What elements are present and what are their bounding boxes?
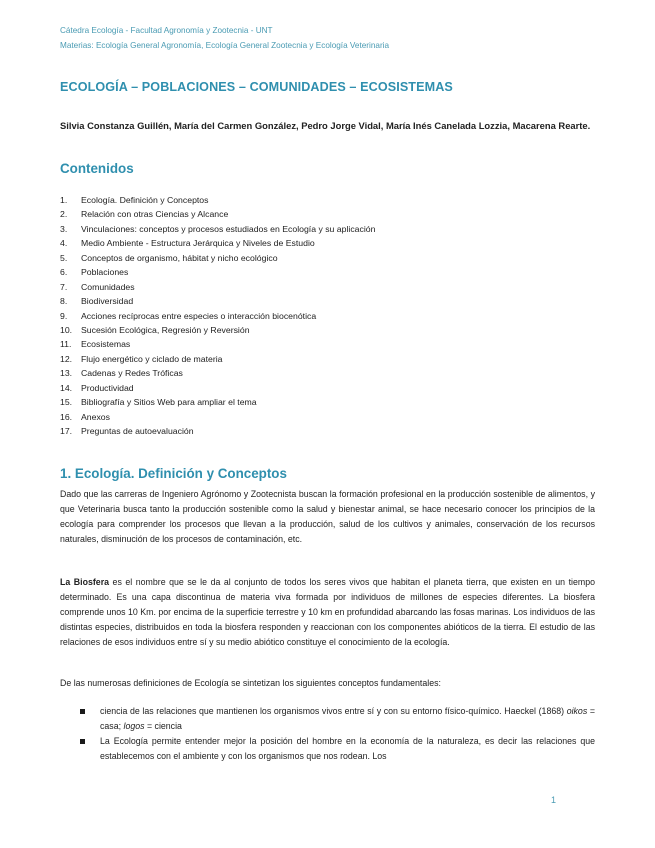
contents-item — [60, 236, 375, 250]
paragraph-intro: Dado que las carreras de Ingeniero Agrónomo y Zootecnista buscan la formación profesional en la producción sostenible de alimentos, y que Veterinaria busca tanto la producción sostenible como la salud y bienestar animal, se hace necesario conocer los principios de la ecología para comprender los procesos que llevan a la producción, salud de los cultivos y animales, conservación de los recursos naturales, disminución de los procesos de contaminación, etc. — [60, 489, 595, 545]
contents-item — [60, 352, 375, 366]
contents-item-label: Bibliografía y Sitios Web para ampliar el tema — [81, 397, 257, 408]
section-1-heading: 1. Ecología. Definición y Conceptos — [60, 466, 287, 481]
contents-item-label: Biodiversidad — [81, 296, 134, 307]
contents-item-label: Preguntas de autoevaluación — [81, 426, 194, 436]
contents-item — [60, 193, 375, 207]
contents-item-label: Cadenas y Redes Tróficas — [81, 368, 183, 379]
term-oikos: oikos — [566, 706, 588, 716]
contents-item — [60, 381, 375, 395]
contents-item-number: 15. — [60, 397, 73, 408]
bullet-icon — [80, 709, 85, 714]
contents-item-label: Comunidades — [81, 281, 135, 292]
contents-item — [60, 207, 375, 221]
paragraph-definitions: De las numerosas definiciones de Ecología se sintetizan los siguientes conceptos fundamentales: — [60, 678, 441, 688]
contents-item-number: 7. — [60, 281, 68, 292]
contents-item — [60, 424, 375, 438]
contents-item-number: 11. — [60, 339, 72, 350]
contents-item-label: Productividad — [81, 382, 134, 393]
document-title: ECOLOGÍA – POBLACIONES – COMUNIDADES – ECOSISTEMAS — [60, 80, 453, 94]
contents-item-label: Conceptos de organismo, hábitat y nicho ecológico — [81, 252, 278, 263]
header-line-2: Materias: Ecología General Agronomía, Ecología General Zootecnia y Ecología Veterinaria — [60, 41, 390, 50]
contents-item-label: Sucesión Ecológica, Regresión y Reversión — [81, 324, 250, 335]
contents-item-number: 16. — [60, 411, 73, 422]
contents-item-number: 6. — [60, 267, 68, 278]
contents-item-number: 12. — [60, 353, 73, 364]
contents-item — [60, 410, 375, 424]
contents-item-number: 10. — [60, 324, 73, 335]
contents-item-number: 3. — [60, 223, 68, 234]
biosfera-text: es el nombre que se le da al conjunto de todos los seres vivos que habitan el planeta tierra, que existen en un tiempo determinado. Es una capa discontinua de materia viva formada por individuos de millones de especies diferentes. La biosfera comprende unos 10 Km. por encima de la superficie terrestre y 10 km en profundidad abarcando las fosas marinas. Los individuos de las distintas especies, distribuidos en toda la biosfera responden y reaccionan con los componentes abióticos de la tierra. El estudio de las relaciones de esos individuos entre sí y su medio abiótico constituye el conocimiento de la ecología. — [60, 577, 595, 648]
contents-item-label: Anexos — [81, 411, 110, 422]
contents-item-number: 1. — [60, 195, 68, 205]
biosfera-term: La Biosfera — [60, 577, 110, 587]
contents-item — [60, 337, 375, 351]
contents-item-number: 17. — [60, 426, 73, 436]
definitions-list — [80, 704, 595, 764]
header-line-1: Cátedra Ecología - Facultad Agronomía y Zootecnia - UNT — [60, 26, 273, 35]
contents-list — [60, 193, 375, 438]
list-item: La Ecología permite entender mejor la posición del hombre en la economía de la naturaleza, es decir las relaciones que establecemos con el ambiente y con los organismos que nos rodean. Los — [80, 734, 595, 764]
contents-item-number: 5. — [60, 252, 68, 263]
contents-item-label: Medio Ambiente - Estructura Jerárquica y Niveles de Estudio — [81, 238, 315, 249]
contents-item-label: Ecología. Definición y Conceptos — [81, 195, 209, 205]
contents-heading: Contenidos — [60, 161, 134, 176]
contents-item — [60, 222, 375, 236]
paragraph-biosfera — [60, 575, 595, 650]
page-number: 1 — [551, 795, 557, 805]
bullet-icon — [80, 739, 85, 744]
contents-item — [60, 265, 375, 279]
contents-item — [60, 323, 375, 337]
contents-item — [60, 395, 375, 409]
contents-item-label: Ecosistemas — [81, 339, 131, 350]
contents-item — [60, 280, 375, 294]
contents-item — [60, 251, 375, 265]
contents-item-number: 2. — [60, 209, 68, 220]
contents-item — [60, 294, 375, 308]
list-item: ciencia de las relaciones que mantienen los organismos vivos entre sí y con su entorno físico-químico. Haeckel (1868) oikos = casa; logos = ciencia — [80, 704, 595, 734]
contents-item-label: Vinculaciones: conceptos y procesos estudiados en Ecología y su aplicación — [81, 223, 376, 234]
contents-item-label: Poblaciones — [81, 267, 129, 278]
authors: Silvia Constanza Guillén, María del Carmen González, Pedro Jorge Vidal, María Inés Canelada Lozzia, Macarena Rearte. — [60, 120, 591, 131]
contents-item-label: Acciones recíprocas entre especies o interacción biocenótica — [81, 310, 317, 321]
contents-item-number: 9. — [60, 310, 68, 321]
contents-item-number: 4. — [60, 238, 68, 249]
contents-item — [60, 366, 375, 380]
contents-item-number: 13. — [60, 368, 73, 379]
contents-item-number: 8. — [60, 296, 68, 307]
contents-item-label: Relación con otras Ciencias y Alcance — [81, 209, 229, 220]
contents-item-number: 14. — [60, 382, 73, 393]
term-logos: logos — [123, 721, 145, 732]
contents-item — [60, 309, 375, 323]
contents-item-label: Flujo energético y ciclado de materia — [81, 353, 223, 364]
